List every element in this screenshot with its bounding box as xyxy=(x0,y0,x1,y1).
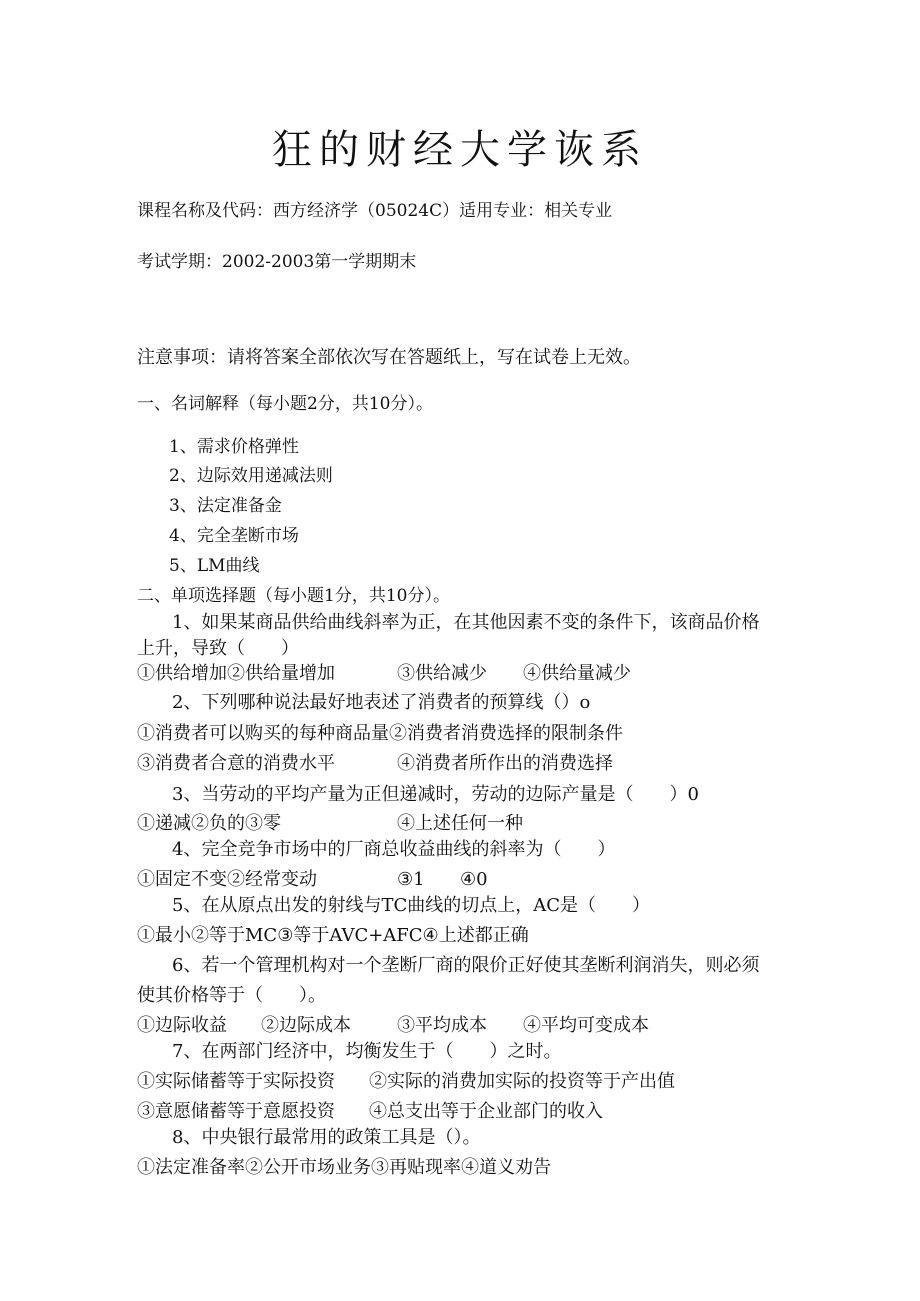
question-2-stem: 2、下列哪种说法最好地表述了消费者的预算线（）o xyxy=(172,692,591,713)
question-6-option: ①边际收益 xyxy=(137,1015,227,1036)
question-1-stem: 1、如果某商品供给曲线斜率为正，在其他因素不变的条件下，该商品价格 xyxy=(172,612,760,633)
question-6-option: ③平均成本 xyxy=(397,1015,487,1036)
question-1-option: ①供给增加②供给量增加 xyxy=(137,663,335,684)
question-1-stem-cont: 上升，导致（ ） xyxy=(137,638,299,659)
question-2-option: ③消费者合意的消费水平 xyxy=(137,753,335,774)
section1-item: 3、法定准备金 xyxy=(169,496,282,516)
question-5-option: ①最小②等于MC③等于AVC+AFC④上述都正确 xyxy=(137,925,529,946)
question-2-option: ①消费者可以购买的每种商品量②消费者消费选择的限制条件 xyxy=(137,723,623,744)
question-4-stem: 4、完全竞争市场中的厂商总收益曲线的斜率为（ ） xyxy=(172,839,616,860)
section1-item: 4、完全垄断市场 xyxy=(169,526,299,546)
question-4-option: ③1 xyxy=(397,869,425,890)
question-7-option: ③意愿储蓄等于意愿投资 xyxy=(137,1101,335,1122)
question-3-stem: 3、当劳动的平均产量为正但递减时，劳动的边际产量是（ ）0 xyxy=(172,784,699,805)
section1-heading: 一、名词解释（每小题2分，共10分）。 xyxy=(137,394,433,414)
question-1-option: ③供给减少 xyxy=(397,663,487,684)
page-title: 狂的财经大学诙系 xyxy=(272,127,648,173)
notice: 注意事项：请将答案全部依次写在答题纸上，写在试卷上无效。 xyxy=(137,347,641,368)
section1-item: 5、LM曲线 xyxy=(169,556,260,576)
question-6-option: ④平均可变成本 xyxy=(523,1015,649,1036)
question-8-option: ①法定准备率②公开市场业务③再贴现率④道义劝告 xyxy=(137,1157,551,1178)
question-8-stem: 8、中央银行最常用的政策工具是（）。 xyxy=(172,1127,481,1148)
question-6-stem-cont: 使其价格等于（ ）。 xyxy=(137,985,326,1006)
question-6-option: ②边际成本 xyxy=(261,1015,351,1036)
question-3-option: ④上述任何一种 xyxy=(397,813,523,834)
question-7-option: ④总支出等于企业部门的收入 xyxy=(369,1101,603,1122)
section1-item: 2、边际效用递减法则 xyxy=(169,466,333,486)
question-2-option: ④消费者所作出的消费选择 xyxy=(397,753,613,774)
term-info: 考试学期：2002-2003第一学期期末 xyxy=(137,252,417,272)
question-4-option: ④0 xyxy=(460,869,488,890)
question-1-option: ④供给量减少 xyxy=(523,663,631,684)
question-7-stem: 7、在两部门经济中，均衡发生于（ ）之时。 xyxy=(172,1041,562,1062)
section2-heading: 二、单项选择题（每小题1分，共10分）。 xyxy=(137,586,450,606)
question-7-option: ①实际储蓄等于实际投资 xyxy=(137,1071,335,1092)
question-6-stem: 6、若一个管理机构对一个垄断厂商的限价正好使其垄断利润消失，则必须 xyxy=(172,955,760,976)
section1-item: 1、需求价格弹性 xyxy=(169,437,299,457)
course-info: 课程名称及代码：西方经济学（05024C）适用专业：相关专业 xyxy=(137,201,613,221)
question-5-stem: 5、在从原点出发的射线与TC曲线的切点上，AC是（ ） xyxy=(172,895,650,916)
question-4-option: ①固定不变②经常变动 xyxy=(137,869,317,890)
question-7-option: ②实际的消费加实际的投资等于产出值 xyxy=(369,1071,675,1092)
question-3-option: ①递减②负的③零 xyxy=(137,813,281,834)
